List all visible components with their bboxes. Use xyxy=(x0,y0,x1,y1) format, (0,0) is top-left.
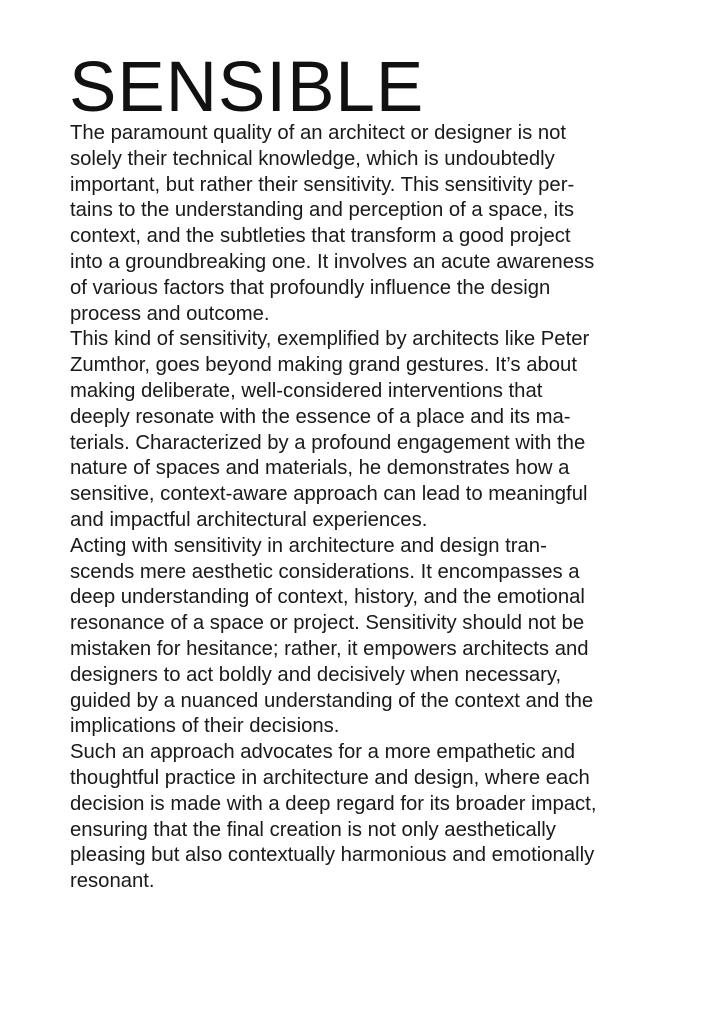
paragraph-1: The paramount quality of an architect or designer is not solely their technical knowledge, which is undoubtedly important, but rather their sensitivity. This sensitivity per- tains to the understanding and perception of a space, its context, and the subtleties that transform a good project into a groundbreaking one. It involves an acute awareness of various factors that profoundly influence the design process and outcome. xyxy=(70,122,595,325)
paragraph-4: Such an approach advocates for a more empathetic and thoughtful practice in architecture and design, where each decision is made with a deep regard for its broader impact, ensuring that the final creation is not only aesthetically pleasing but also contextually harmonious and emotionally resonant. xyxy=(70,741,597,893)
paragraph-2: This kind of sensitivity, exemplified by architects like Peter Zumthor, goes beyond making grand gestures. It’s about making deliberate, well-considered interventions that deeply resonate with the essence of a place and its ma- terials. Characterized by a profound engagement with the nature of spaces and materials, he demonstrates how a sensitive, context-aware approach can lead to meaningful and impactful architectural experiences. xyxy=(70,328,590,531)
paragraph-3: Acting with sensitivity in architecture and design tran- scends mere aesthetic considerations. It encompasses a deep understanding of context, history, and the emotional resonance of a space or project. Sensitivity should not be mistaken for hesitance; rather, it empowers architects and designers to act boldly and decisively when necessary, guided by a nuanced understanding of the context and the implications of their decisions. xyxy=(70,534,594,738)
page-title: SENSIBLE xyxy=(69,48,425,127)
body-text xyxy=(70,121,686,895)
